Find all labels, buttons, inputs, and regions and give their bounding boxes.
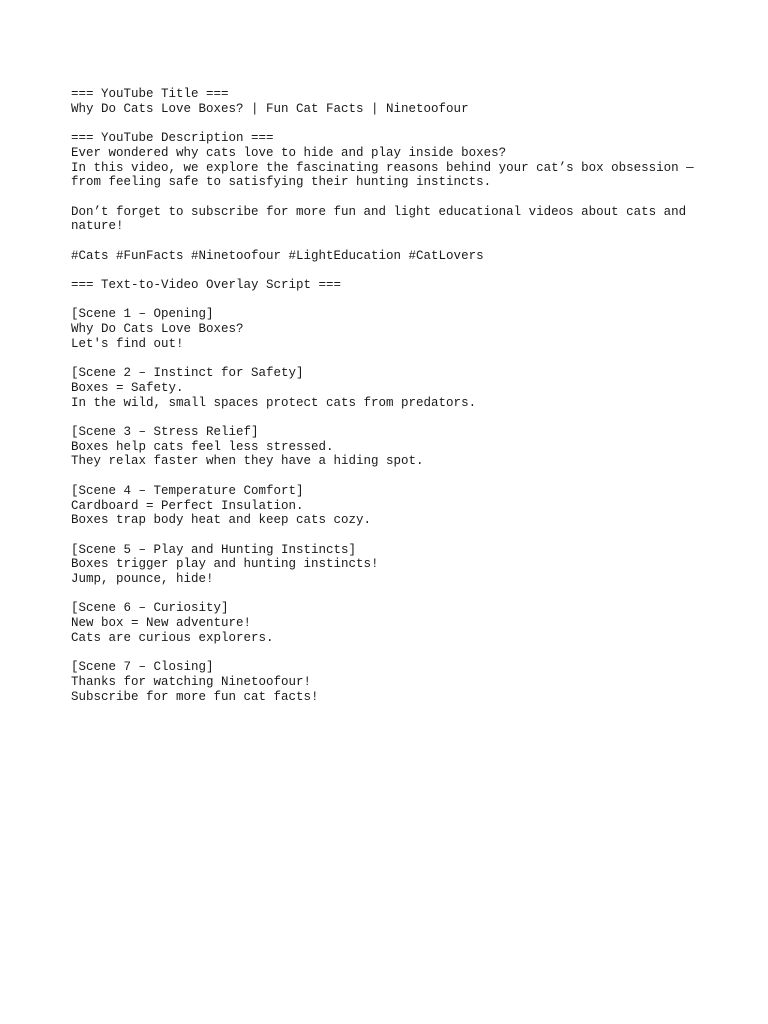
- document-page: [71, 87, 751, 719]
- section-heading: === YouTube Title ===: [71, 87, 229, 101]
- scene-line: New box = New adventure!: [71, 616, 252, 631]
- section-heading: === YouTube Description ===: [71, 131, 274, 146]
- description-line: Don’t forget to subscribe for more fun and light educational videos about cats and: [71, 204, 687, 219]
- scene-line: Boxes trigger play and hunting instincts!: [71, 557, 379, 572]
- scene-6: [71, 601, 751, 645]
- scene-line: They relax faster when they have a hiding spot.: [71, 454, 424, 469]
- description-line: In this video, we explore the fascinating reasons behind your cat’s box obsession —: [71, 160, 694, 175]
- scene-3: [71, 425, 751, 469]
- scene-2: [71, 366, 751, 410]
- hashtags: #Cats #FunFacts #Ninetoofour #LightEducation #CatLovers: [71, 248, 484, 263]
- scene-label: [Scene 6 – Curiosity]: [71, 601, 229, 616]
- scene-line: Cats are curious explorers.: [71, 630, 274, 645]
- scene-line: Jump, pounce, hide!: [71, 572, 214, 587]
- scene-7: [71, 660, 751, 704]
- scene-label: [Scene 5 – Play and Hunting Instincts]: [71, 542, 357, 557]
- scene-line: Cardboard = Perfect Insulation.: [71, 498, 304, 513]
- description-line: nature!: [71, 219, 124, 234]
- scene-line: Thanks for watching Ninetoofour!: [71, 674, 312, 689]
- scene-line: Why Do Cats Love Boxes?: [71, 322, 244, 337]
- overlay-script-heading-block: [71, 278, 751, 293]
- scene-label: [Scene 1 – Opening]: [71, 307, 214, 322]
- description-line: Ever wondered why cats love to hide and play inside boxes?: [71, 145, 507, 160]
- scene-line: Boxes help cats feel less stressed.: [71, 439, 334, 454]
- scene-line: Let's find out!: [71, 336, 184, 351]
- scene-line: In the wild, small spaces protect cats from predators.: [71, 395, 477, 410]
- scene-line: Subscribe for more fun cat facts!: [71, 689, 319, 704]
- scene-line: Boxes trap body heat and keep cats cozy.: [71, 513, 372, 528]
- youtube-description-section: [71, 131, 751, 190]
- scene-5: [71, 543, 751, 587]
- subscribe-paragraph: [71, 205, 751, 234]
- scene-label: [Scene 3 – Stress Relief]: [71, 425, 259, 440]
- scene-1: [71, 307, 751, 351]
- scene-4: [71, 484, 751, 528]
- scene-label: [Scene 4 – Temperature Comfort]: [71, 483, 304, 498]
- scene-label: [Scene 7 – Closing]: [71, 660, 214, 675]
- description-line: from feeling safe to satisfying their hunting instincts.: [71, 175, 492, 190]
- video-title: Why Do Cats Love Boxes? | Fun Cat Facts | Ninetoofour: [71, 101, 469, 116]
- scene-label: [Scene 2 – Instinct for Safety]: [71, 366, 304, 381]
- scene-line: Boxes = Safety.: [71, 380, 184, 395]
- youtube-title-section: [71, 87, 751, 116]
- hashtags-paragraph: [71, 249, 751, 264]
- section-heading: === Text-to-Video Overlay Script ===: [71, 278, 342, 293]
